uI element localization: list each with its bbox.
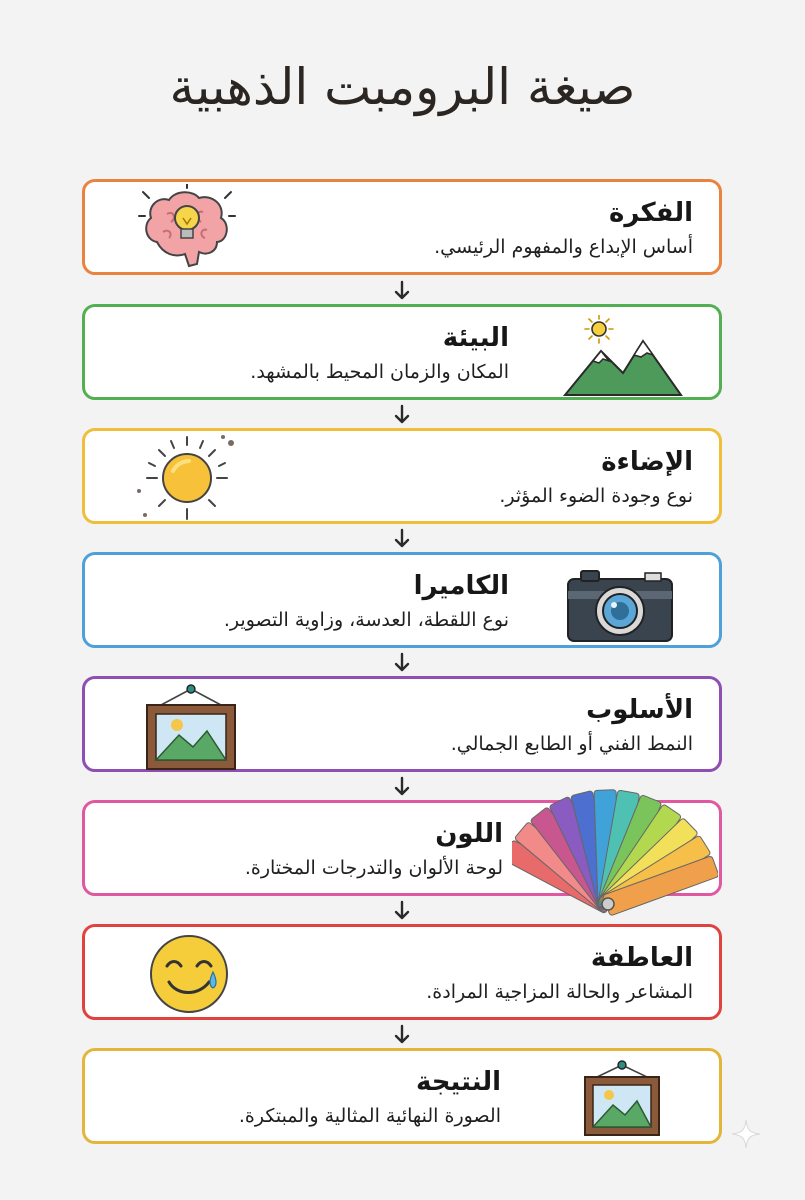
arrow-down-icon <box>391 404 413 426</box>
step-description: الصورة النهائية المثالية والمبتكرة. <box>238 1105 501 1127</box>
sparkle-icon <box>730 1118 762 1150</box>
brain-lightbulb-icon <box>137 184 237 274</box>
arrow-down-icon <box>391 900 413 922</box>
step-card-style <box>82 676 722 772</box>
mountains-sun-icon <box>563 315 683 397</box>
arrow-down-icon <box>391 652 413 674</box>
color-swatch-fan-icon <box>512 782 718 916</box>
step-description: نوع وجودة الضوء المؤثر. <box>499 485 693 507</box>
framed-picture-icon <box>581 1057 663 1139</box>
step-heading: الكاميرا <box>413 571 509 601</box>
step-description: المكان والزمان المحيط بالمشهد. <box>250 361 509 383</box>
step-description: المشاعر والحالة المزاجية المرادة. <box>426 981 693 1003</box>
step-heading: النتيجة <box>415 1067 501 1097</box>
step-description: نوع اللقطة، العدسة، وزاوية التصوير. <box>223 609 509 631</box>
step-heading: الفكرة <box>608 198 693 228</box>
arrow-down-icon <box>391 1024 413 1046</box>
step-description: لوحة الألوان والتدرجات المختارة. <box>244 857 503 879</box>
sun-icon <box>133 433 241 523</box>
step-card-lighting <box>82 428 722 524</box>
step-card-idea <box>82 179 722 275</box>
framed-picture-icon <box>143 681 239 773</box>
arrow-down-icon <box>391 280 413 302</box>
camera-icon <box>565 567 675 645</box>
page-title: صيغة البرومبت الذهبية <box>169 58 636 116</box>
arrow-down-icon <box>391 528 413 550</box>
step-card-camera <box>82 552 722 648</box>
step-heading: اللون <box>435 819 503 849</box>
step-heading: البيئة <box>442 323 509 353</box>
step-card-emotion <box>82 924 722 1020</box>
step-heading: الإضاءة <box>601 447 693 477</box>
step-description: النمط الفني أو الطابع الجمالي. <box>450 733 693 755</box>
step-heading: الأسلوب <box>586 695 693 725</box>
step-card-environment <box>82 304 722 400</box>
arrow-down-icon <box>391 776 413 798</box>
step-description: أساس الإبداع والمفهوم الرئيسي. <box>434 236 693 258</box>
step-heading: العاطفة <box>590 943 693 973</box>
step-card-result <box>82 1048 722 1144</box>
smiling-face-tear-icon <box>143 932 235 1016</box>
